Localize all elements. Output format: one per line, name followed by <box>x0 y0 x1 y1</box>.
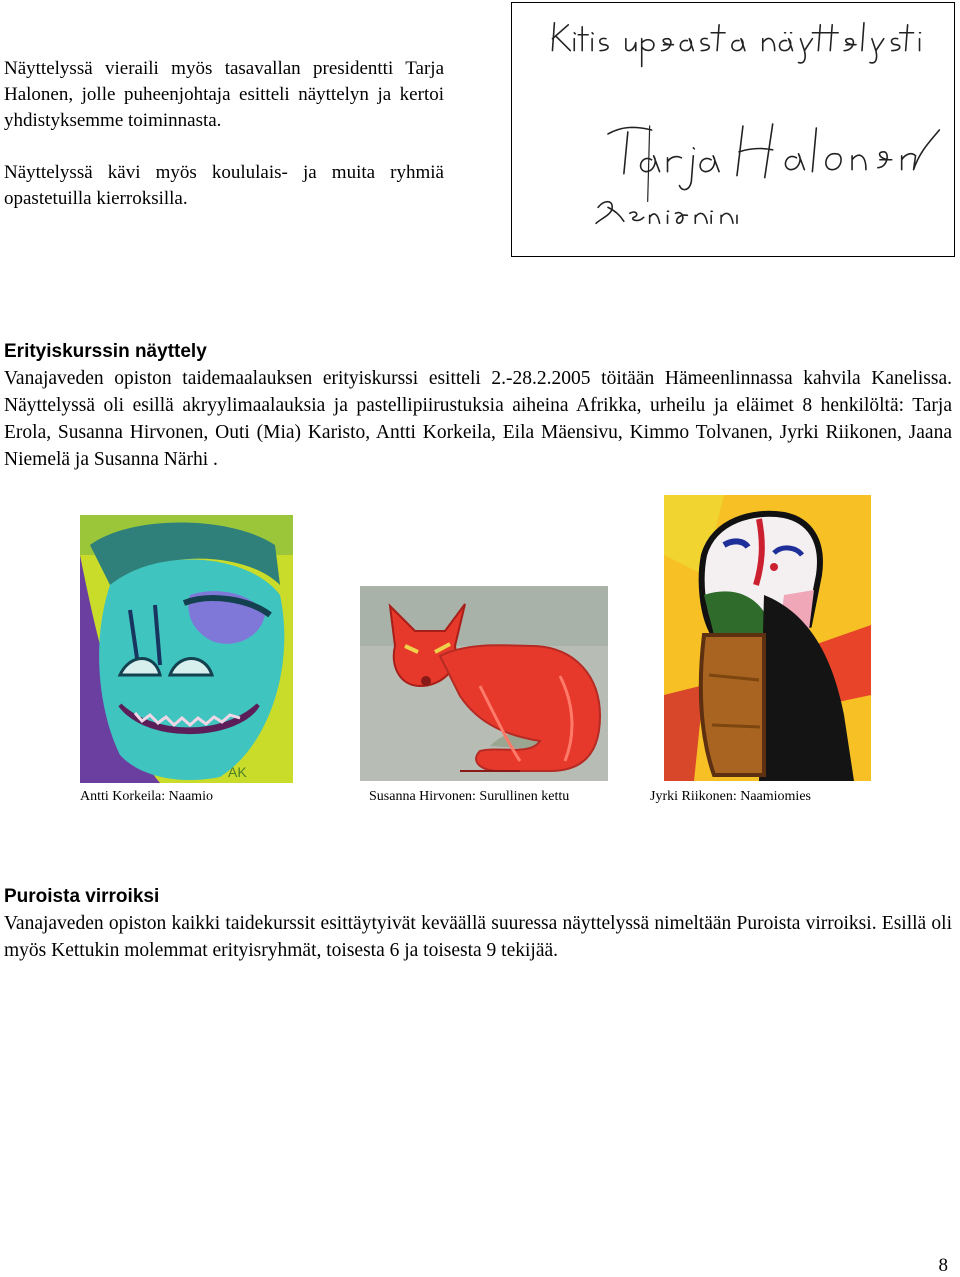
caption-artwork-1: Antti Korkeila: Naamio <box>80 789 213 804</box>
handwritten-signature <box>512 3 954 256</box>
page-number: 8 <box>938 1255 948 1276</box>
intro-text <box>4 56 444 212</box>
section-text-erityiskurssi: Vanajaveden opiston taidemaalauksen erityiskurssi esitteli 2.-28.2.2005 töitään Hämeenlinnassa kahvila Kanelissa. Näyttelyssä oli esillä akryylimaalauksia ja pastellipiirustuksia aiheina Afrikka, urheilu ja eläimet 8 henkilöltä: Tarja Erola, Susanna Hirvonen, Outi (Mia) Karisto, Antti Korkeila, Eila Mäensivu, Kimmo Tolvanen, Jyrki Riikonen, Jaana Niemelä ja Susanna Närhi . <box>4 368 952 470</box>
section-text-puroista-virroiksi: Vanajaveden opiston kaikki taidekurssit esittäytyivät keväällä suuressa näyttelyssä nimeltään Puroista virroiksi. Esillä oli myös Kettukin molemmat erityisryhmät, toisesta 6 ja toisesta 9 tekijää. <box>4 913 952 961</box>
caption-artwork-3: Jyrki Riikonen: Naamiomies <box>650 789 811 804</box>
artwork-maskman-painting <box>664 495 871 781</box>
section-heading-erityiskurssi: Erityiskurssin näyttely <box>4 341 207 362</box>
caption-artwork-2: Susanna Hirvonen: Surullinen kettu <box>369 789 570 804</box>
intro-paragraph-1: Näyttelyssä vieraili myös tasavallan presidentti Tarja Halonen, jolle puheenjohtaja esitteli näyttelyn ja kertoi yhdistyksemme toiminnasta. <box>4 58 444 131</box>
intro-paragraph-2: Näyttelyssä kävi myös koululais- ja muita ryhmiä opastetuilla kierroksilla. <box>4 162 444 209</box>
artwork-initials: AK <box>228 764 247 780</box>
artwork-mask-painting <box>80 515 293 783</box>
signature-box <box>511 2 955 257</box>
section-heading-puroista-virroiksi: Puroista virroiksi <box>4 886 160 907</box>
artwork-fox-painting <box>360 586 608 781</box>
